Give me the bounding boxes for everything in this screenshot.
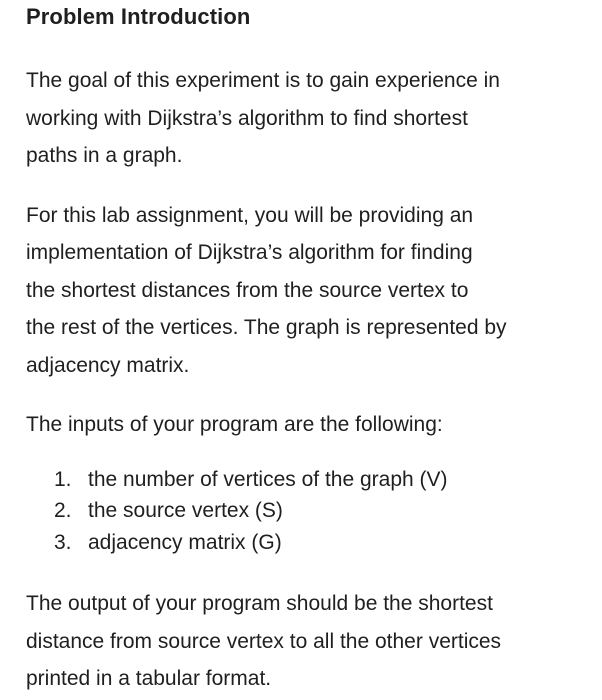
list-text: adjacency matrix (G): [88, 530, 282, 554]
list-number: 2.: [54, 499, 72, 522]
paragraph-line: working with Dijkstra’s algorithm to find shortest: [26, 106, 468, 130]
paragraph-line: The inputs of your program are the following:: [26, 413, 443, 436]
list-item: [54, 495, 578, 527]
paragraph-line: adjacency matrix.: [26, 353, 190, 377]
intro-paragraph: [26, 62, 578, 175]
paragraph-line: implementation of Dijkstra’s algorithm for finding: [26, 241, 473, 264]
assignment-paragraph: [26, 197, 578, 385]
list-text: the number of vertices of the graph (V): [88, 467, 448, 491]
output-paragraph: [26, 585, 578, 698]
paragraph-line: paths in a graph.: [26, 144, 183, 167]
list-text: the source vertex (S): [88, 499, 283, 522]
paragraph-line: distance from source vertex to all the other vertices: [26, 629, 502, 653]
paragraph-line: printed in a tabular format.: [26, 667, 272, 690]
inputs-list: [26, 464, 578, 559]
paragraph-line: the rest of the vertices. The graph is represented by: [26, 316, 507, 339]
paragraph-line: The output of your program should be the shortest: [26, 592, 493, 615]
paragraph-line: the shortest distances from the source vertex to: [26, 278, 469, 302]
inputs-intro-paragraph: [26, 406, 578, 444]
section-title: Problem Introduction: [26, 4, 251, 29]
paragraph-line: The goal of this experiment is to gain experience in: [26, 69, 500, 92]
paragraph-line: For this lab assignment, you will be providing an: [26, 203, 474, 227]
list-number: 3.: [54, 530, 72, 554]
list-number: 1.: [54, 467, 72, 491]
list-item: [54, 527, 578, 559]
list-item: [54, 464, 578, 496]
